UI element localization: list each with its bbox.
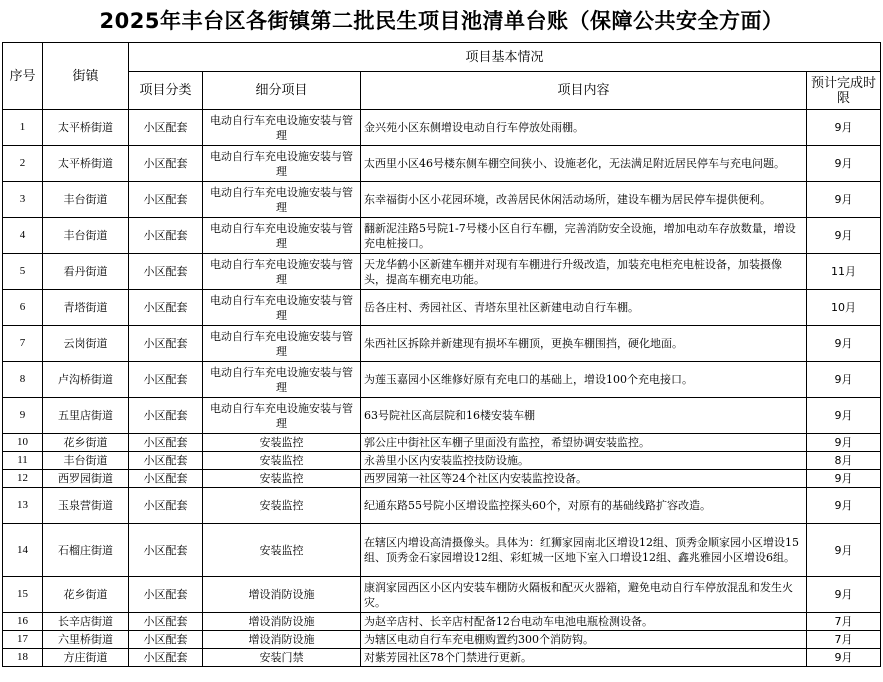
category-cell: 小区配套 xyxy=(129,452,203,470)
street-cell: 云岗街道 xyxy=(43,326,129,362)
street-cell: 太平桥街道 xyxy=(43,110,129,146)
category-cell: 小区配套 xyxy=(129,326,203,362)
content-cell: 郭公庄中街社区车棚子里面没有监控，希望协调安装监控。 xyxy=(361,434,807,452)
subitem-cell: 增设消防设施 xyxy=(203,613,361,631)
content-cell: 63号院社区高层院和16楼安装车棚 xyxy=(361,398,807,434)
row-number: 15 xyxy=(3,577,43,613)
table-row xyxy=(3,613,881,631)
street-cell: 丰台街道 xyxy=(43,182,129,218)
street-cell: 石榴庄街道 xyxy=(43,524,129,577)
header-limit: 预计完成时限 xyxy=(807,72,881,110)
table-body xyxy=(3,110,881,667)
subitem-cell: 电动自行车充电设施安装与管理 xyxy=(203,182,361,218)
project-ledger-table xyxy=(2,42,881,667)
subitem-cell: 电动自行车充电设施安装与管理 xyxy=(203,218,361,254)
category-cell: 小区配套 xyxy=(129,649,203,667)
row-number: 18 xyxy=(3,649,43,667)
header-group: 项目基本情况 xyxy=(129,43,881,72)
subitem-cell: 安装监控 xyxy=(203,434,361,452)
subitem-cell: 安装监控 xyxy=(203,470,361,488)
table-header xyxy=(3,43,881,110)
content-cell: 西罗园第一社区等24个社区内安装监控设备。 xyxy=(361,470,807,488)
table-row xyxy=(3,326,881,362)
header-street: 街镇 xyxy=(43,43,129,110)
row-number: 12 xyxy=(3,470,43,488)
deadline-cell: 9月 xyxy=(807,110,881,146)
table-row xyxy=(3,254,881,290)
table-row xyxy=(3,182,881,218)
deadline-cell: 9月 xyxy=(807,362,881,398)
header-no: 序号 xyxy=(3,43,43,110)
category-cell: 小区配套 xyxy=(129,146,203,182)
category-cell: 小区配套 xyxy=(129,290,203,326)
row-number: 3 xyxy=(3,182,43,218)
content-cell: 岳各庄村、秀园社区、青塔东里社区新建电动自行车棚。 xyxy=(361,290,807,326)
subitem-cell: 安装监控 xyxy=(203,452,361,470)
subitem-cell: 电动自行车充电设施安装与管理 xyxy=(203,254,361,290)
category-cell: 小区配套 xyxy=(129,182,203,218)
header-category: 项目分类 xyxy=(129,72,203,110)
table-row xyxy=(3,434,881,452)
table-row xyxy=(3,398,881,434)
category-cell: 小区配套 xyxy=(129,218,203,254)
content-cell: 纪通东路55号院小区增设监控探头60个，对原有的基础线路扩容改造。 xyxy=(361,488,807,524)
content-cell: 永善里小区内安装监控技防设施。 xyxy=(361,452,807,470)
content-cell: 康润家园西区小区内安装车棚防火隔板和配灭火器箱，避免电动自行车停放混乱和发生火灾。 xyxy=(361,577,807,613)
category-cell: 小区配套 xyxy=(129,398,203,434)
street-cell: 方庄街道 xyxy=(43,649,129,667)
deadline-cell: 9月 xyxy=(807,649,881,667)
row-number: 16 xyxy=(3,613,43,631)
street-cell: 青塔街道 xyxy=(43,290,129,326)
street-cell: 六里桥街道 xyxy=(43,631,129,649)
category-cell: 小区配套 xyxy=(129,362,203,398)
header-content: 项目内容 xyxy=(361,72,807,110)
street-cell: 花乡街道 xyxy=(43,577,129,613)
content-cell: 东幸福街小区小花园环境，改善居民休闲活动场所，建设车棚为居民停车提供便利。 xyxy=(361,182,807,218)
street-cell: 卢沟桥街道 xyxy=(43,362,129,398)
content-cell: 太西里小区46号楼东侧车棚空间狭小、设施老化，无法满足附近居民停车与充电问题。 xyxy=(361,146,807,182)
subitem-cell: 安装门禁 xyxy=(203,649,361,667)
deadline-cell: 11月 xyxy=(807,254,881,290)
table-row xyxy=(3,488,881,524)
content-cell: 在辖区内增设高清摄像头。具体为：红狮家园南北区增设12组、顶秀金顺家园小区增设15组、顶秀金石家园增设12组、彩虹城一区地下室入口增设12组、鑫兆雅园小区增设6组。 xyxy=(361,524,807,577)
table-row xyxy=(3,524,881,577)
row-number: 8 xyxy=(3,362,43,398)
deadline-cell: 7月 xyxy=(807,631,881,649)
table-row xyxy=(3,470,881,488)
street-cell: 看丹街道 xyxy=(43,254,129,290)
deadline-cell: 9月 xyxy=(807,218,881,254)
deadline-cell: 10月 xyxy=(807,290,881,326)
row-number: 5 xyxy=(3,254,43,290)
category-cell: 小区配套 xyxy=(129,613,203,631)
category-cell: 小区配套 xyxy=(129,434,203,452)
category-cell: 小区配套 xyxy=(129,631,203,649)
category-cell: 小区配套 xyxy=(129,577,203,613)
street-cell: 长辛店街道 xyxy=(43,613,129,631)
table-row xyxy=(3,110,881,146)
table-row xyxy=(3,452,881,470)
content-cell: 为辖区电动自行车充电棚购置约300个消防钩。 xyxy=(361,631,807,649)
content-cell: 朱西社区拆除并新建现有损坏车棚顶，更换车棚围挡，硬化地面。 xyxy=(361,326,807,362)
subitem-cell: 电动自行车充电设施安装与管理 xyxy=(203,110,361,146)
category-cell: 小区配套 xyxy=(129,470,203,488)
deadline-cell: 9月 xyxy=(807,470,881,488)
row-number: 10 xyxy=(3,434,43,452)
content-cell: 翻新泥洼路5号院1-7号楼小区自行车棚，完善消防安全设施，增加电动车存放数量，增设充电桩接口。 xyxy=(361,218,807,254)
table-row xyxy=(3,146,881,182)
row-number: 17 xyxy=(3,631,43,649)
subitem-cell: 电动自行车充电设施安装与管理 xyxy=(203,362,361,398)
street-cell: 丰台街道 xyxy=(43,218,129,254)
deadline-cell: 9月 xyxy=(807,398,881,434)
subitem-cell: 电动自行车充电设施安装与管理 xyxy=(203,290,361,326)
deadline-cell: 9月 xyxy=(807,524,881,577)
street-cell: 丰台街道 xyxy=(43,452,129,470)
header-subitem: 细分项目 xyxy=(203,72,361,110)
subitem-cell: 电动自行车充电设施安装与管理 xyxy=(203,146,361,182)
deadline-cell: 9月 xyxy=(807,326,881,362)
deadline-cell: 9月 xyxy=(807,577,881,613)
subitem-cell: 电动自行车充电设施安装与管理 xyxy=(203,398,361,434)
subitem-cell: 增设消防设施 xyxy=(203,577,361,613)
content-cell: 为莲玉嘉园小区维修好原有充电口的基础上，增设100个充电接口。 xyxy=(361,362,807,398)
category-cell: 小区配套 xyxy=(129,254,203,290)
content-cell: 为赵辛店村、长辛店村配备12台电动车电池电瓶检测设备。 xyxy=(361,613,807,631)
deadline-cell: 7月 xyxy=(807,613,881,631)
deadline-cell: 9月 xyxy=(807,146,881,182)
content-cell: 金兴苑小区东侧增设电动自行车停放处雨棚。 xyxy=(361,110,807,146)
street-cell: 五里店街道 xyxy=(43,398,129,434)
table-row xyxy=(3,649,881,667)
deadline-cell: 9月 xyxy=(807,434,881,452)
subitem-cell: 电动自行车充电设施安装与管理 xyxy=(203,326,361,362)
category-cell: 小区配套 xyxy=(129,488,203,524)
row-number: 13 xyxy=(3,488,43,524)
deadline-cell: 8月 xyxy=(807,452,881,470)
street-cell: 花乡街道 xyxy=(43,434,129,452)
table-row xyxy=(3,577,881,613)
subitem-cell: 安装监控 xyxy=(203,488,361,524)
table-row xyxy=(3,290,881,326)
page-title: 2025年丰台区各街镇第二批民生项目池清单台账（保障公共安全方面） xyxy=(99,9,784,33)
row-number: 9 xyxy=(3,398,43,434)
row-number: 6 xyxy=(3,290,43,326)
row-number: 2 xyxy=(3,146,43,182)
row-number: 4 xyxy=(3,218,43,254)
deadline-cell: 9月 xyxy=(807,182,881,218)
row-number: 1 xyxy=(3,110,43,146)
content-cell: 天龙华鹤小区新建车棚并对现有车棚进行升级改造，加装充电柜充电桩设备，加装摄像头，提高车棚充电功能。 xyxy=(361,254,807,290)
category-cell: 小区配套 xyxy=(129,110,203,146)
table-row xyxy=(3,631,881,649)
table-row xyxy=(3,362,881,398)
subitem-cell: 增设消防设施 xyxy=(203,631,361,649)
street-cell: 西罗园街道 xyxy=(43,470,129,488)
row-number: 7 xyxy=(3,326,43,362)
row-number: 14 xyxy=(3,524,43,577)
row-number: 11 xyxy=(3,452,43,470)
table-row xyxy=(3,218,881,254)
category-cell: 小区配套 xyxy=(129,524,203,577)
subitem-cell: 安装监控 xyxy=(203,524,361,577)
content-cell: 对紫芳园社区78个门禁进行更新。 xyxy=(361,649,807,667)
deadline-cell: 9月 xyxy=(807,488,881,524)
street-cell: 太平桥街道 xyxy=(43,146,129,182)
street-cell: 玉泉营街道 xyxy=(43,488,129,524)
